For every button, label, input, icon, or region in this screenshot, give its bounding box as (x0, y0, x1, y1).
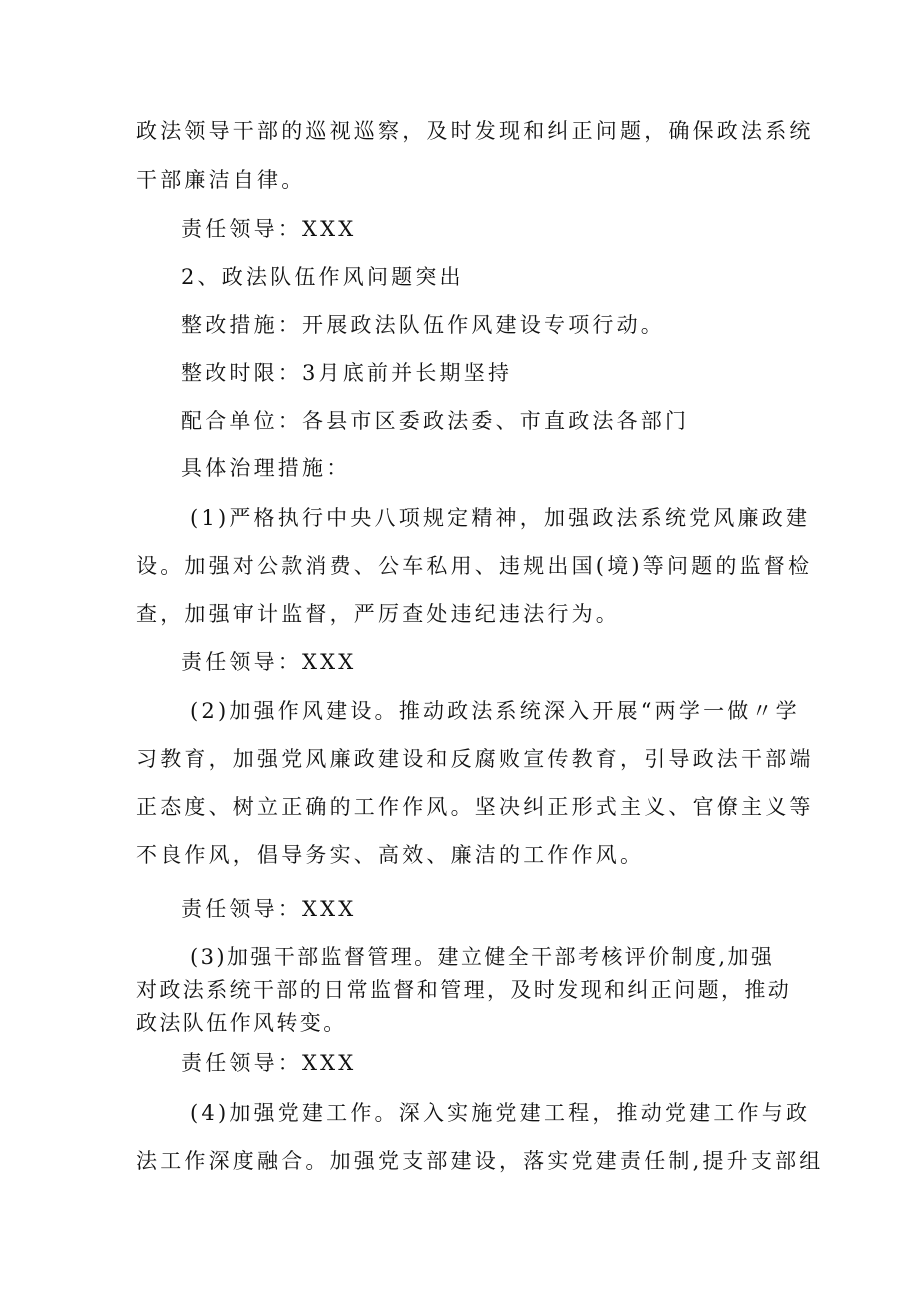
responsible-leader-line: 责任领导：XXX (181, 897, 357, 921)
body-text-line: 干部廉洁自律。 (136, 168, 306, 192)
section-heading: 2、政法队伍作风问题突出 (181, 265, 464, 289)
responsible-leader-line: 责任领导：XXX (181, 1051, 357, 1075)
responsible-leader-line: 责任领导：XXX (181, 650, 357, 674)
body-text-line: 习教育，加强党风廉政建设和反腐败宣传教育，引导政法干部端 (136, 747, 814, 771)
rectification-deadline-line: 整改时限：3月底前并长期坚持 (181, 361, 513, 385)
body-text-line: 法工作深度融合。加强党支部建设，落实党建责任制,提升支部组 (136, 1149, 824, 1173)
body-text-line: 政法领导干部的巡视巡察，及时发现和纠正问题，确保政法系统 (136, 119, 814, 143)
measure-3-text-line: (3)加强干部监督管理。建立健全干部考核评价制度,加强 (190, 945, 775, 969)
body-text-line: 设。加强对公款消费、公车私用、违规出国(境)等问题的监督检 (136, 554, 813, 578)
measure-1-text-line: (1)严格执行中央八项规定精神，加强政法系统党风廉政建 (190, 506, 811, 530)
body-text-line: 不良作风，倡导务实、高效、廉洁的工作作风。 (136, 843, 645, 867)
cooperating-units-line: 配合单位：各县市区委政法委、市直政法各部门 (181, 409, 690, 433)
specific-measures-heading: 具体治理措施： (181, 456, 351, 480)
measure-4-text-line: (4)加强党建工作。深入实施党建工程，推动党建工作与政 (190, 1101, 811, 1125)
body-text-line: 查，加强审计监督，严厉查处违纪违法行为。 (136, 602, 620, 626)
responsible-leader-line: 责任领导：XXX (181, 217, 357, 241)
body-text-line: 政法队伍作风转变。 (136, 1011, 347, 1035)
measure-2-text-line: (2)加强作风建设。推动政法系统深入开展“两学一做〃学 (190, 699, 800, 723)
rectification-measures-line: 整改措施：开展政法队伍作风建设专项行动。 (181, 313, 665, 337)
body-text-line: 对政法系统干部的日常监督和管理，及时发现和纠正问题，推动 (136, 978, 792, 1002)
body-text-line: 正态度、树立正确的工作作风。坚决纠正形式主义、官僚主义等 (136, 795, 814, 819)
